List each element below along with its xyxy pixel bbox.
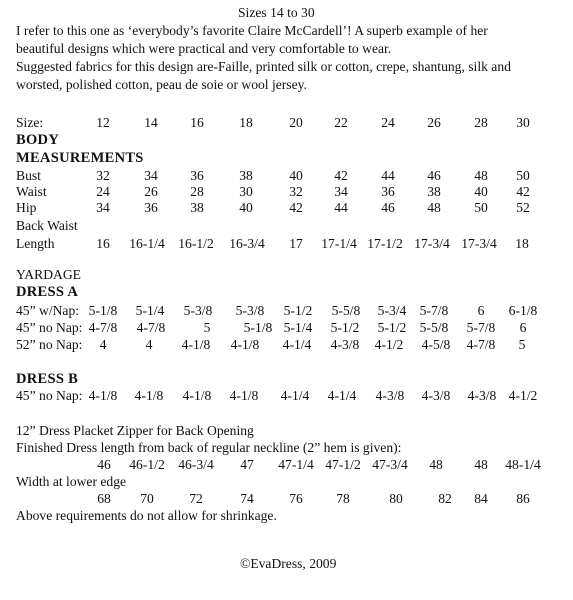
dress-a-heading: DRESS A: [16, 284, 79, 300]
dress-a-row-value: 4-7/8: [136, 320, 166, 335]
waist-row-value: 36: [381, 184, 395, 199]
dress-a-row-label: 52” no Nap:: [16, 337, 83, 352]
waist-row-value: 24: [96, 184, 110, 199]
hip-row-value: 52: [516, 200, 530, 215]
hip-row-value: 48: [427, 200, 441, 215]
intro-line: I refer to this one as ‘everybody’s favorite Claire McCardell’! A superb example of her: [16, 23, 488, 38]
dress-b-row-value: 4-1/4: [280, 388, 310, 403]
finished-length-value: 47-1/2: [325, 457, 361, 472]
waist-row-value: 42: [516, 184, 530, 199]
dress-b-row-label: 45” no Nap:: [16, 388, 83, 403]
yardage-label: YARDAGE: [16, 267, 81, 282]
finished-length-value: 48: [474, 457, 488, 472]
dress-a-row-value: 5-5/8: [331, 303, 361, 318]
size-row-value: 20: [289, 115, 303, 130]
dress-a-row-value: 6: [477, 303, 485, 318]
dress-a-row-value: 5-3/4: [377, 303, 407, 318]
back-waist-row-value: 17-1/2: [367, 236, 403, 251]
size-row-value: 22: [334, 115, 348, 130]
finished-length-value: 48: [429, 457, 443, 472]
zipper-note: 12” Dress Placket Zipper for Back Opening: [16, 423, 254, 438]
size-row-value: 24: [381, 115, 395, 130]
bust-row-label: Bust: [16, 168, 41, 183]
dress-a-row-value: 5-1/4: [135, 303, 165, 318]
dress-b-row-value: 4-1/2: [508, 388, 538, 403]
width-value: 76: [289, 491, 303, 506]
dress-a-row-value: 5: [203, 320, 211, 335]
back-waist-row-value: 17-1/4: [321, 236, 357, 251]
dress-a-row-value: 4-7/8: [466, 337, 496, 352]
bust-row-value: 42: [334, 168, 348, 183]
dress-a-row-value: 4: [145, 337, 153, 352]
dress-b-row-value: 4-3/8: [421, 388, 451, 403]
waist-row-value: 30: [239, 184, 253, 199]
finished-length-value: 46-3/4: [178, 457, 214, 472]
dress-a-row-value: 5-5/8: [419, 320, 449, 335]
bust-row-value: 50: [516, 168, 530, 183]
waist-row-value: 28: [190, 184, 204, 199]
intro-line: Suggested fabrics for this design are-Faille, printed silk or cotton, crepe, shantung, silk and: [16, 59, 511, 74]
dress-a-row-value: 5-1/2: [283, 303, 313, 318]
dress-a-row-value: 4-1/8: [230, 337, 260, 352]
hip-row-value: 42: [289, 200, 303, 215]
dress-a-row-value: 6-1/8: [508, 303, 538, 318]
dress-b-row-value: 4-1/8: [182, 388, 212, 403]
dress-b-row-value: 4-1/8: [88, 388, 118, 403]
dress-a-row-value: 5: [518, 337, 526, 352]
body-heading: BODY: [16, 132, 60, 148]
bust-row-value: 40: [289, 168, 303, 183]
dress-b-row-value: 4-3/8: [467, 388, 497, 403]
finished-length-value: 48-1/4: [505, 457, 541, 472]
bust-row-value: 46: [427, 168, 441, 183]
width-value: 68: [97, 491, 111, 506]
width-value: 84: [474, 491, 488, 506]
width-value: 72: [189, 491, 203, 506]
dress-a-row-value: 5-3/8: [235, 303, 265, 318]
finished-length-value: 47: [240, 457, 254, 472]
dress-a-row-value: 5-1/8: [88, 303, 118, 318]
bust-row-value: 44: [381, 168, 395, 183]
waist-row-value: 26: [144, 184, 158, 199]
width-value: 74: [240, 491, 254, 506]
size-row-value: 28: [474, 115, 488, 130]
back-waist-row-value: 17-3/4: [461, 236, 497, 251]
dress-a-row-value: 6: [519, 320, 527, 335]
intro-line: worsted, polished cotton, peau de soie or wool jersey.: [16, 77, 307, 92]
dress-a-row-value: 5-7/8: [419, 303, 449, 318]
width-value: 80: [389, 491, 403, 506]
back-waist-row-label: Length: [16, 236, 55, 251]
finished-label: Finished Dress length from back of regular neckline (2” hem is given):: [16, 440, 402, 455]
dress-b-heading: DRESS B: [16, 371, 79, 387]
dress-a-row-value: 5-1/2: [377, 320, 407, 335]
hip-row-value: 44: [334, 200, 348, 215]
hip-row-value: 46: [381, 200, 395, 215]
waist-row-value: 40: [474, 184, 488, 199]
size-row-value: 18: [239, 115, 253, 130]
bust-row-value: 48: [474, 168, 488, 183]
back-waist-row-value: 16-3/4: [229, 236, 265, 251]
width-value: 86: [516, 491, 530, 506]
dress-a-row-value: 5-3/8: [183, 303, 213, 318]
back-waist-row-value: 16-1/4: [129, 236, 165, 251]
dress-b-row-value: 4-1/8: [134, 388, 164, 403]
width-value: 78: [336, 491, 350, 506]
size-row-value: 14: [144, 115, 158, 130]
size-row-label: Size:: [16, 115, 44, 130]
hip-row-value: 40: [239, 200, 253, 215]
dress-b-row-value: 4-1/8: [229, 388, 259, 403]
width-label: Width at lower edge: [16, 474, 127, 489]
dress-a-row-value: 4-3/8: [330, 337, 360, 352]
dress-a-row-value: 5-1/4: [283, 320, 313, 335]
dress-a-row-value: 4-5/8: [421, 337, 451, 352]
size-row-value: 26: [427, 115, 441, 130]
size-row-value: 12: [96, 115, 110, 130]
width-value: 82: [438, 491, 452, 506]
body-heading: MEASUREMENTS: [16, 150, 144, 166]
back-waist-label: Back Waist: [16, 218, 78, 233]
width-value: 70: [140, 491, 154, 506]
waist-row-label: Waist: [16, 184, 47, 199]
dress-a-row-value: 4-1/4: [282, 337, 312, 352]
bust-row-value: 38: [239, 168, 253, 183]
size-row-value: 16: [190, 115, 204, 130]
back-waist-row-value: 17-3/4: [414, 236, 450, 251]
finished-length-value: 47-3/4: [372, 457, 408, 472]
dress-a-row-value: 4-1/2: [374, 337, 404, 352]
finished-length-value: 47-1/4: [278, 457, 314, 472]
finished-length-value: 46-1/2: [129, 457, 165, 472]
intro-line: beautiful designs which were practical and very comfortable to wear.: [16, 41, 392, 56]
dress-a-row-value: 5-1/2: [330, 320, 360, 335]
hip-row-label: Hip: [16, 200, 37, 215]
dress-a-row-value: 5-1/8: [243, 320, 273, 335]
dress-a-row-value: 5-7/8: [466, 320, 496, 335]
bust-row-value: 36: [190, 168, 204, 183]
dress-a-row-value: 4: [99, 337, 107, 352]
back-waist-row-value: 17: [289, 236, 303, 251]
finished-length-value: 46: [97, 457, 111, 472]
copyright: ©EvaDress, 2009: [240, 556, 337, 571]
back-waist-row-value: 18: [515, 236, 529, 251]
dress-b-row-value: 4-3/8: [375, 388, 405, 403]
hip-row-value: 36: [144, 200, 158, 215]
waist-row-value: 32: [289, 184, 303, 199]
hip-row-value: 34: [96, 200, 110, 215]
shrinkage-note: Above requirements do not allow for shrinkage.: [16, 508, 277, 523]
dress-a-row-value: 4-1/8: [181, 337, 211, 352]
back-waist-row-value: 16: [96, 236, 110, 251]
size-row-value: 30: [516, 115, 530, 130]
dress-a-row-value: 4-7/8: [88, 320, 118, 335]
hip-row-value: 38: [190, 200, 204, 215]
hip-row-value: 50: [474, 200, 488, 215]
dress-b-row-value: 4-1/4: [327, 388, 357, 403]
waist-row-value: 38: [427, 184, 441, 199]
dress-a-row-label: 45” no Nap:: [16, 320, 83, 335]
dress-a-row-label: 45” w/Nap:: [16, 303, 80, 318]
back-waist-row-value: 16-1/2: [178, 236, 214, 251]
waist-row-value: 34: [334, 184, 348, 199]
page-title: Sizes 14 to 30: [238, 5, 315, 20]
bust-row-value: 34: [144, 168, 158, 183]
bust-row-value: 32: [96, 168, 110, 183]
